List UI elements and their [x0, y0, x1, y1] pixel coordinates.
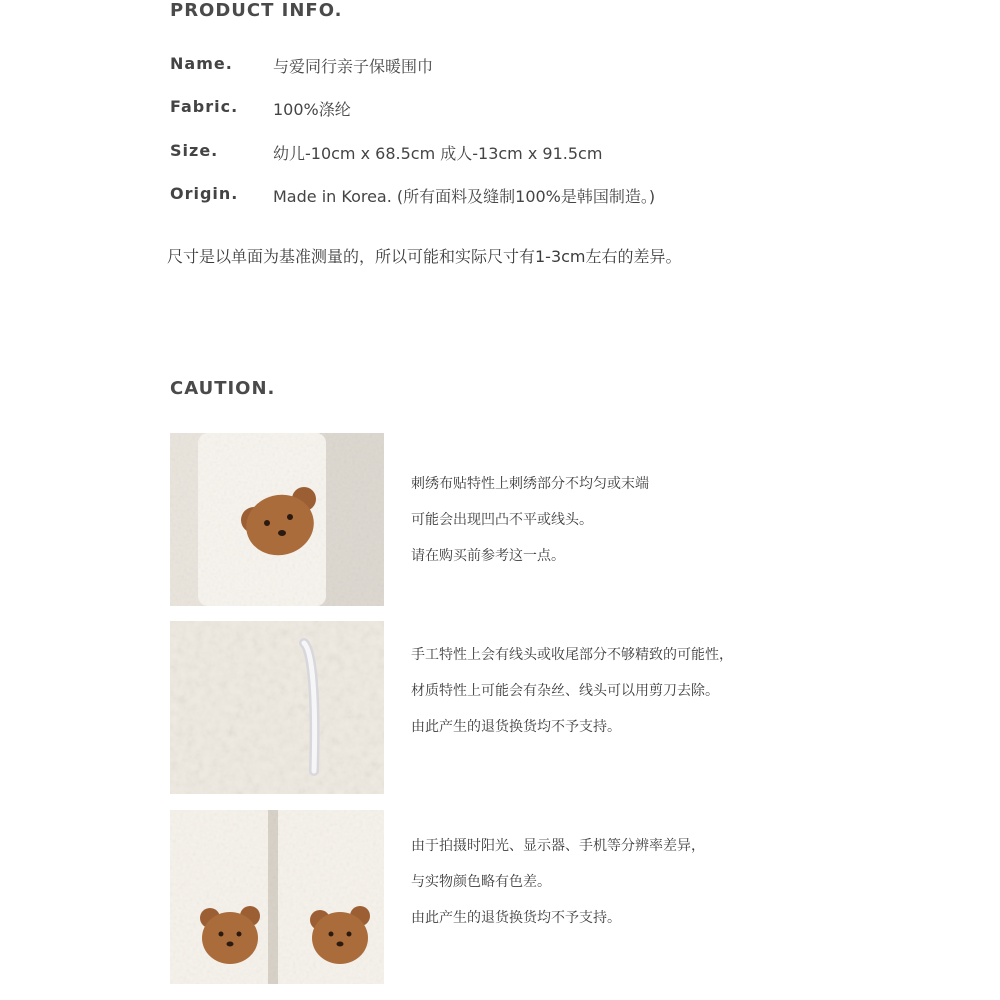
caution-text-2	[411, 645, 831, 753]
photo-fleece-closeup	[170, 621, 384, 794]
caution-title: CAUTION.	[170, 378, 276, 399]
caution-line: 可能会出现凹凸不平或线头。	[411, 512, 593, 528]
info-label: Origin.	[170, 184, 239, 203]
info-value: 100%涤纶	[273, 100, 351, 119]
info-row-name	[170, 54, 870, 78]
photo-bear-patch-scarf	[170, 433, 384, 606]
info-row-fabric	[170, 97, 870, 121]
size-note: 尺寸是以单面为基准测量的，所以可能和实际尺寸有1-3cm左右的差异。	[167, 247, 682, 266]
caution-line: 由此产生的退货换货均不予支持。	[411, 910, 621, 926]
caution-text-1	[411, 474, 831, 582]
caution-line: 由此产生的退货换货均不予支持。	[411, 719, 621, 735]
caution-line: 手工特性上会有线头或收尾部分不够精致的可能性，	[411, 647, 733, 663]
info-label: Name.	[170, 54, 233, 73]
caution-line: 刺绣布贴特性上刺绣部分不均匀或末端	[411, 476, 649, 492]
product-info-title: PRODUCT INFO.	[170, 0, 343, 21]
caution-line: 由于拍摄时阳光、显示器、手机等分辨率差异，	[411, 838, 705, 854]
caution-text-3	[411, 836, 831, 944]
info-label: Fabric.	[170, 97, 239, 116]
info-value: Made in Korea. (所有面料及缝制100%是韩国制造。)	[273, 187, 656, 206]
caution-line: 请在购买前参考这一点。	[411, 548, 565, 564]
caution-line: 与实物颜色略有色差。	[411, 874, 551, 890]
photo-two-scarves-color	[170, 810, 384, 984]
info-row-origin	[170, 184, 870, 208]
info-label: Size.	[170, 141, 219, 160]
info-value: 幼儿-10cm x 68.5cm 成人-13cm x 91.5cm	[273, 144, 603, 163]
caution-line: 材质特性上可能会有杂丝、线头可以用剪刀去除。	[411, 683, 719, 699]
info-row-size	[170, 141, 870, 165]
info-value: 与爱同行亲子保暖围巾	[273, 57, 434, 76]
